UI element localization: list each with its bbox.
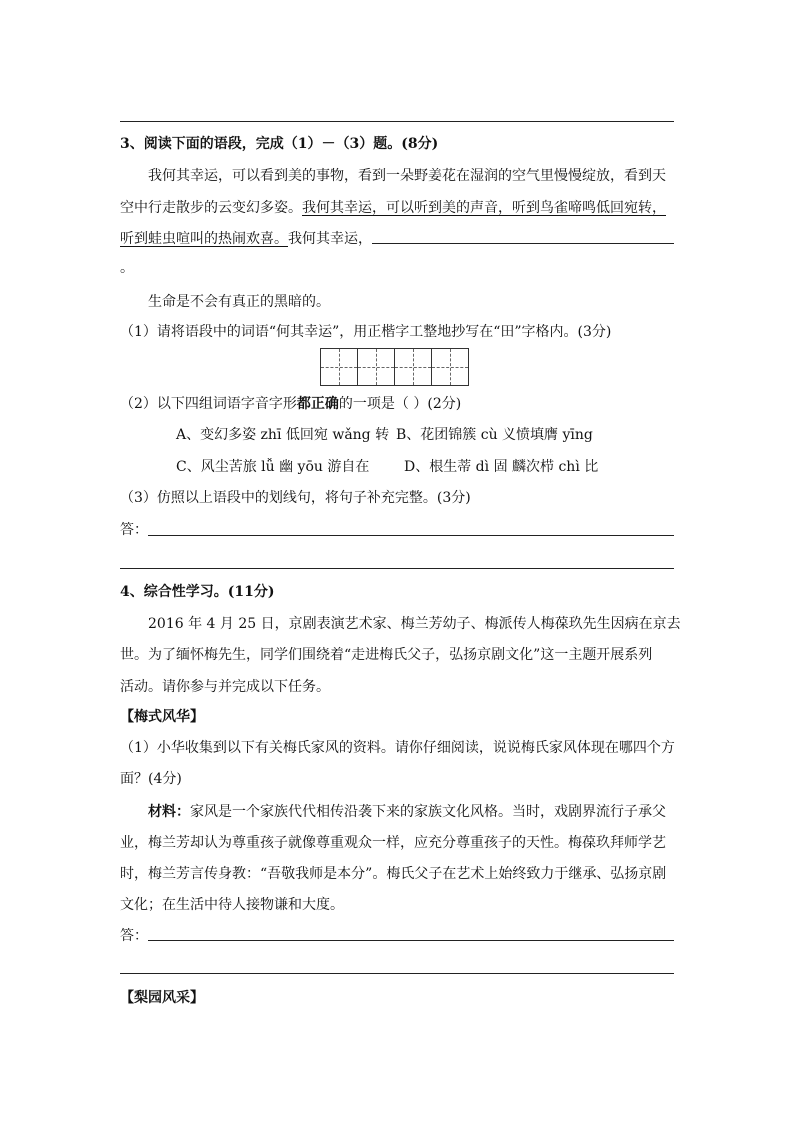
material-text-1: 家风是一个家族代代相传沿袭下来的家族文化风格。当时，戏剧界流行子承父 <box>190 804 666 820</box>
q3-sub1: （1）请将语段中的词语“何其幸运”，用正楷字工整地抄写在“田”字格内。(3分) <box>120 324 612 340</box>
q4-sub1-line1: （1）小华收集到以下有关梅氏家风的资料。请你仔细阅读，说说梅氏家风体现在哪四个方 <box>120 740 675 756</box>
tian-grid <box>320 348 469 386</box>
q4-title: 4、综合性学习。(11分) <box>120 584 275 600</box>
tian-cell-1[interactable] <box>320 348 358 386</box>
q4-material-line4: 文化；在生活中待人接物谦和大度。 <box>120 897 344 913</box>
q4-answer-line-2[interactable] <box>120 973 674 974</box>
q3-answer-line-2[interactable] <box>120 568 674 569</box>
q3-sub2-suffix: 的一项是（ ）(2分) <box>338 396 462 412</box>
q4-section-heading-1: 【梅式风华】 <box>120 709 204 725</box>
q3-sub2-prefix: （2）以下四组词语字音字形 <box>120 396 297 412</box>
q4-intro-line3: 活动。请你参与并完成以下任务。 <box>120 679 330 695</box>
q3-passage-line5: 生命是不会有真正的黑暗的。 <box>148 294 330 310</box>
q4-material-line3: 时，梅兰芳言传身教：“吾敬我师是本分”。梅氏父子在艺术上始终致力于继承、弘扬京剧 <box>120 866 667 882</box>
q3-sub2-emphasis: 都正确 <box>296 396 339 412</box>
option-b[interactable]: B、花团锦簇 cù 义愤填膺 yīng <box>396 427 593 443</box>
top-divider <box>120 121 674 122</box>
q4-section-heading-2: 【梨园风采】 <box>120 990 204 1006</box>
q4-answer-label: 答： <box>120 928 148 944</box>
q4-material-line2: 业，梅兰芳却认为尊重孩子就像尊重观众一样，应充分尊重孩子的天性。梅葆玖拜师学艺 <box>120 835 666 851</box>
q3-passage-line4: 。 <box>120 260 134 276</box>
q3-passage-line2-plain: 空中行走散步的云变幻多姿。 <box>120 200 302 216</box>
q3-underlined-sentence-part1: 我何其幸运，可以听到美的声音，听到鸟雀啼鸣低回宛转， <box>302 200 666 216</box>
material-label: 材料： <box>148 804 190 820</box>
tian-cell-4[interactable] <box>431 348 469 386</box>
tian-cell-2[interactable] <box>357 348 395 386</box>
q4-material-line1 <box>148 802 674 822</box>
q4-answer-line-1[interactable] <box>148 940 674 941</box>
q3-sub3: （3）仿照以上语段中的划线句，将句子补充完整。(3分) <box>120 490 471 506</box>
tian-cell-3[interactable] <box>394 348 432 386</box>
q3-answer-label: 答： <box>120 522 148 538</box>
q3-passage-line2 <box>120 198 674 218</box>
q3-passage-line3 <box>120 229 674 249</box>
q3-sub2 <box>120 394 674 414</box>
option-a[interactable]: A、变幻多姿 zhī 低回宛 wǎng 转 <box>176 427 390 443</box>
q3-passage-line3-plain: 我何其幸运， <box>288 231 372 247</box>
q3-title: 3、阅读下面的语段，完成（1）－（3）题。(8分) <box>120 136 439 152</box>
option-d[interactable]: D、根生蒂 dì 固 麟次栉 chì 比 <box>404 459 599 475</box>
option-c[interactable]: C、风尘苦旅 lǚ 幽 yōu 游自在 <box>176 459 370 475</box>
q3-passage-line1: 我何其幸运，可以看到美的事物，看到一朵野姜花在湿润的空气里慢慢绽放，看到天 <box>148 168 666 184</box>
q4-intro-line1: 2016 年 4 月 25 日，京剧表演艺术家、梅兰芳幼子、梅派传人梅葆玖先生因病在京去 <box>148 616 681 632</box>
q3-fill-blank-1[interactable] <box>372 243 674 244</box>
q3-underlined-sentence-part2: 听到蛙虫喧叫的热闹欢喜。 <box>120 231 288 247</box>
q3-answer-line-1[interactable] <box>148 535 674 536</box>
q4-sub1-line2: 面？(4分) <box>120 771 182 787</box>
q4-intro-line2: 世。为了缅怀梅先生，同学们围绕着“走进梅氏父子，弘扬京剧文化”这一主题开展系列 <box>120 647 653 663</box>
